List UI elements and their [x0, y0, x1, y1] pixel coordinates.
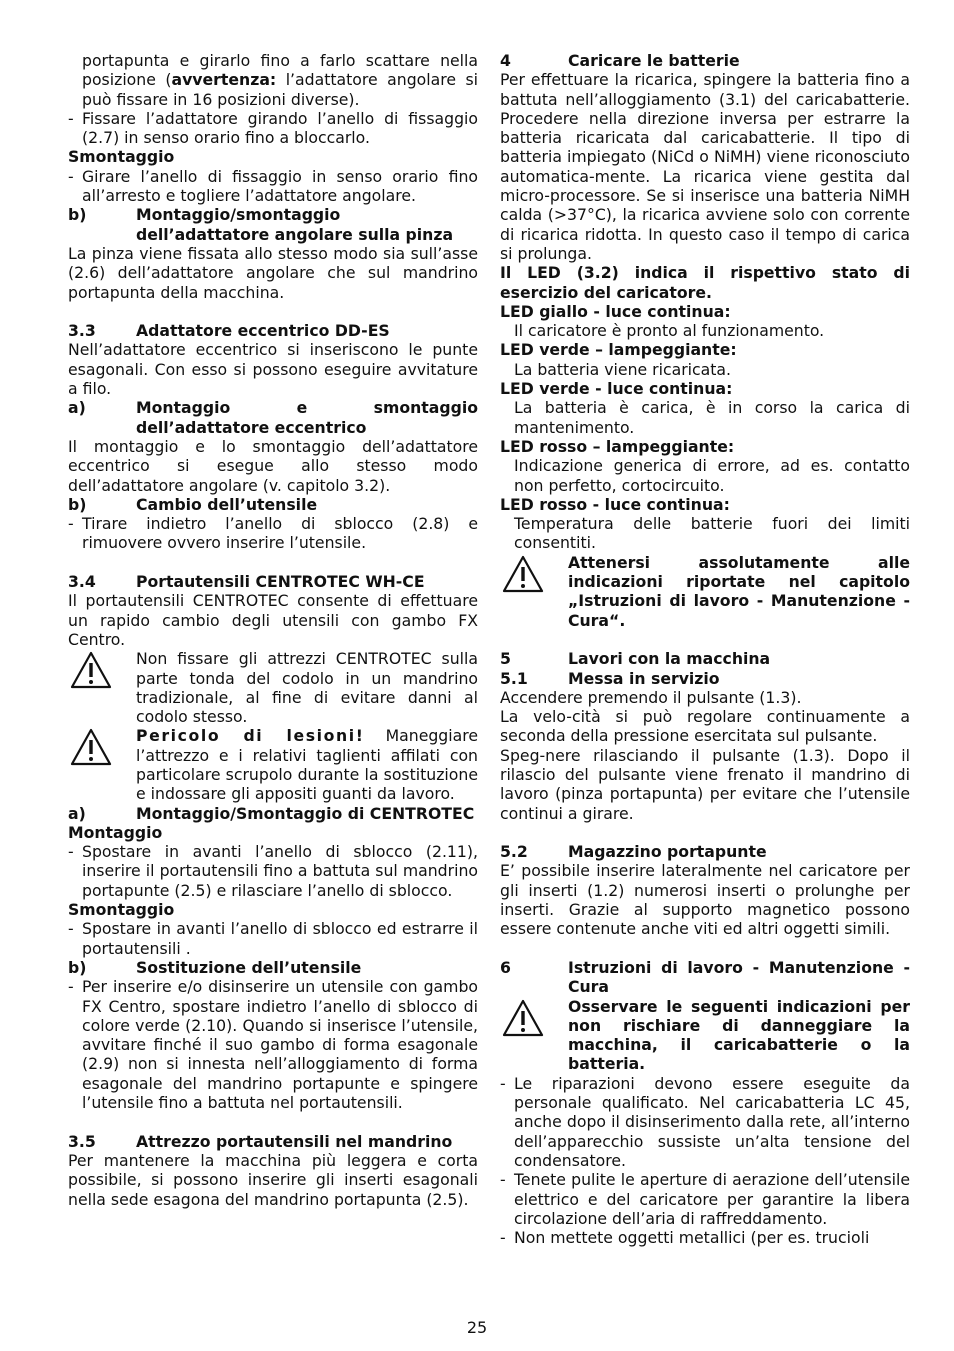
heading-number: b) — [68, 205, 87, 225]
section-heading — [500, 669, 910, 688]
section-heading — [68, 804, 478, 823]
heading-title: Portautensili CENTROTEC WH-CE — [136, 572, 425, 592]
heading-title: Adattatore eccentrico DD-ES — [136, 321, 390, 341]
section-heading — [68, 398, 478, 437]
heading-title: Cambio dell’utensile — [136, 494, 318, 514]
heading-number: b) — [68, 494, 87, 514]
warning-icon — [500, 997, 568, 1074]
led-label: LED verde – lampeggiante: — [500, 340, 737, 360]
section-heading — [68, 1132, 478, 1151]
list-item-text: Girare l’anello di fissaggio in senso orario fino all’arresto e togliere l’adattatore angolare. — [82, 166, 478, 206]
heading-number: a) — [68, 803, 86, 823]
paragraph: Il LED (3.2) indica il rispettivo stato di esercizio del caricatore. — [500, 263, 910, 302]
list-item: - Le riparazioni devono essere eseguite da personale qualificato. Nel caricabatteria LC 45, anche dopo il disinserimento dalla rete, all’interno dell’apparecchio sussiste un’alta tensione del condensatore. — [500, 1073, 910, 1170]
heading-title: Attrezzo portautensili nel mandrino — [136, 1131, 453, 1151]
heading-number: 4 — [500, 51, 511, 70]
warning-block — [500, 997, 910, 1074]
heading-number: 5 — [500, 649, 511, 669]
paragraph: Accendere premendo il pulsante (1.3). — [500, 687, 802, 707]
subheading: Montaggio — [68, 822, 163, 842]
list-item: - Tenete pulite le aperture di aerazione dell’utensile elettrico e del caricatore per garantire la libera circolazione dell’aria di raffreddamento. — [500, 1170, 910, 1228]
heading-title: Caricare le batterie — [568, 51, 740, 70]
section-heading — [68, 958, 478, 977]
bold-text: Pericolo di lesioni! — [136, 726, 365, 746]
warning-text: Non fissare gli attrezzi CENTROTEC sulla parte tonda del codolo in un mandrino tradizionale, al fine di evitare danni al codolo stesso. — [136, 649, 478, 727]
paragraph: La pinza viene fissata allo stesso modo sia sull’asse (2.6) dell’adattatore angolare che sul mandrino portapunta della macchina. — [68, 243, 478, 302]
heading-title: Sostituzione dell’utensile — [136, 957, 362, 977]
page-number: 25 — [466, 1318, 488, 1337]
heading-number: 3.5 — [68, 1131, 96, 1151]
list-item-text: Spostare in avanti l’anello di sblocco (2.11), inserire il portautensili fino a battuta sul mandrino portapunte (2.5) e rilasciare l’anello di sblocco. — [82, 842, 478, 900]
paragraph: Per mantenere la macchina più leggera e corta possibile, si possono inserire gli inserti esagonali nella sede esagona del mandrino portapunta (2.5). — [68, 1150, 478, 1209]
heading-title: Montaggio e smontaggio dell’adattatore eccentrico — [136, 398, 478, 437]
led-description: La batteria è carica, è in corso la carica di mantenimento. — [514, 398, 910, 437]
text: Maneggiare l’attrezzo e i relativi taglienti affilati con particolare scrupolo durante la sostituzione e indossare gli appositi guanti da lavoro. — [136, 726, 478, 804]
led-description: La batteria viene ricaricata. — [514, 359, 731, 379]
list-item: - Girare l’anello di fissaggio in senso orario fino all’arresto e togliere l’adattatore angolare. — [68, 166, 478, 206]
right-column — [500, 51, 910, 1247]
paragraph — [68, 51, 478, 109]
paragraph: Il portautensili CENTROTEC consente di effettuare un rapido cambio degli utensili con gambo FX Centro. — [68, 591, 478, 649]
warning-text: Attenersi assolutamente alle indicazioni riportate nel capitolo „Istruzioni di lavoro - Manutenzione - Cura“. — [568, 552, 910, 630]
warning-block — [500, 553, 910, 630]
warning-icon — [500, 553, 568, 630]
warning-block — [68, 649, 478, 726]
list-item: - Fissare l’adattatore girando l’anello di fissaggio (2.7) in senso orario fino a bloccarlo. — [68, 108, 478, 148]
led-label: LED rosso – lampeggiante: — [500, 436, 735, 456]
section-heading — [500, 958, 910, 997]
section-heading — [68, 205, 478, 244]
heading-title: Magazzino portapunte — [568, 842, 767, 862]
section-heading — [68, 572, 478, 591]
led-description: Il caricatore è pronto al funzionamento. — [514, 321, 825, 341]
text: l’adattatore angolare si può fissare in 16 posizioni diverse). — [82, 70, 478, 109]
text: portapunta e girarlo fino a farlo scattare nella posizione ( — [82, 51, 478, 90]
section-heading — [68, 495, 478, 514]
heading-title: Istruzioni di lavoro - Manutenzione - Cura — [568, 957, 910, 997]
list-item-text: Fissare l’adattatore girando l’anello di fissaggio (2.7) in senso orario fino a bloccarlo. — [82, 108, 478, 148]
paragraph: La velo-cità si può regolare continuamente a seconda della pressione esercitata sul pulsante. — [500, 707, 910, 746]
list-item: - Per inserire e/o disinserire un utensile con gambo FX Centro, spostare indietro l’anello di sblocco di colore verde (2.10). Quando si inserisce l’utensile, avvitare finché il suo gambo di forma esagonale (2.9) non si innesta nell’alloggiamento di forma esagonale del mandrino portapunte e spingere l’utensile fino a battuta nel portautensili. — [68, 977, 478, 1113]
heading-title: Messa in servizio — [568, 668, 720, 688]
led-description: Temperatura delle batterie fuori dei limiti consentiti. — [514, 514, 910, 553]
bold-text: avvertenza: — [171, 70, 277, 90]
subheading: Smontaggio — [68, 900, 175, 920]
warning-icon — [68, 726, 136, 803]
heading-number: 3.4 — [68, 572, 96, 592]
paragraph: E’ possibile inserire lateralmente nel caricatore per gli inserti (1.2) numerosi inserti o prolunghe per inserti. Grazie al supporto magnetico possono essere contenute anche viti ed altri oggetti simili. — [500, 861, 910, 939]
section-heading — [500, 649, 910, 668]
paragraph: Il montaggio e lo smontaggio dell’adattatore eccentrico si esegue allo stesso modo dell’adattatore angolare (v. capitolo 3.2). — [68, 436, 478, 495]
list-item-text: Tenete pulite le aperture di aerazione dell’utensile elettrico e del caricatore per garantire la libera circolazione dell’aria di raffreddamento. — [514, 1170, 910, 1228]
led-label: LED giallo - luce continua: — [500, 301, 731, 321]
warning-text: Osservare le seguenti indicazioni per non rischiare di danneggiare la macchina, il caricabatterie o la batteria. — [568, 996, 910, 1074]
list-item-text: Le riparazioni devono essere eseguite da personale qualificato. Nel caricabatteria LC 45, anche dopo il disinserimento dalla rete, all’interno dell’apparecchio sussiste un’alta tensione del condensatore. — [514, 1073, 910, 1170]
list-item-text: Spostare in avanti l’anello di sblocco ed estrarre il portautensili . — [82, 919, 478, 958]
list-item-text: Tirare indietro l’anello di sblocco (2.8) e rimuovere ovvero inserire l’utensile. — [82, 514, 478, 553]
paragraph: Speg-nere rilasciando il pulsante (1.3). Dopo il rilascio del pulsante viene frenato il mandrino di lavoro (pinza portapunta) per evitare che l’utensile continui a girare. — [500, 745, 910, 823]
heading-number: b) — [68, 957, 87, 977]
list-item: - Spostare in avanti l’anello di sblocco ed estrarre il portautensili . — [68, 919, 478, 958]
heading-number: 6 — [500, 957, 511, 977]
led-description: Indicazione generica di errore, ad es. contatto non perfetto, cortocircuito. — [514, 456, 910, 495]
heading-number: 5.2 — [500, 842, 528, 862]
led-label: LED verde - luce continua: — [500, 379, 733, 399]
heading-title: Montaggio/smontaggio dell’adattatore angolare sulla pinza — [136, 205, 454, 244]
subheading: Smontaggio — [68, 147, 175, 167]
led-label: LED rosso - luce continua: — [500, 494, 730, 514]
paragraph: Nell’adattatore eccentrico si inseriscono le punte esagonali. Con esso si possono eseguire avvitature a filo. — [68, 340, 478, 399]
list-item-text: Non mettete oggetti metallici (per es. trucioli — [514, 1228, 870, 1248]
warning-block — [68, 726, 478, 803]
paragraph: Per effettuare la ricarica, spingere la batteria fino a battuta nell’alloggiamento (3.1) del caricabatterie. Procedere nella direzione inversa per estrarre la batteria ricaricata dal caricabatterie. Il tipo di batteria impiegato (NiCd o NiMH) viene riconosciuto automatica-mente. La ricarica viene gestita dal micro-processore. Se si inserisce una batteria NiMH calda (>37°C), la ricarica avviene solo con corrente di ricarica ridotta. In questo caso il tempo di carica si prolunga. — [500, 70, 910, 263]
warning-text — [136, 726, 478, 803]
list-item-text: Per inserire e/o disinserire un utensile con gambo FX Centro, spostare indietro l’anello di sblocco di colore verde (2.10). Quando si inserisce l’utensile, avvitare finché il suo gambo di forma esagonale (2.9) non si innesta nell’alloggiamento di forma esagonale del mandrino portapunte e spingere l’utensile fino a battuta nel portautensili. — [82, 977, 478, 1113]
heading-number: 5.1 — [500, 668, 528, 688]
list-item: - Tirare indietro l’anello di sblocco (2.8) e rimuovere ovvero inserire l’utensile. — [68, 514, 478, 553]
left-column — [68, 51, 478, 1209]
section-heading — [500, 51, 910, 70]
section-heading — [68, 321, 478, 340]
heading-title: Montaggio/Smontaggio di CENTROTEC — [136, 803, 475, 823]
list-item: - Non mettete oggetti metallici (per es. trucioli — [500, 1228, 870, 1248]
heading-number: a) — [68, 398, 86, 418]
heading-title: Lavori con la macchina — [568, 649, 771, 669]
heading-number: 3.3 — [68, 321, 96, 341]
list-item: - Spostare in avanti l’anello di sblocco (2.11), inserire il portautensili fino a battuta sul mandrino portapunte (2.5) e rilasciare l’anello di sblocco. — [68, 842, 478, 900]
section-heading — [500, 842, 910, 861]
warning-icon — [68, 649, 136, 726]
